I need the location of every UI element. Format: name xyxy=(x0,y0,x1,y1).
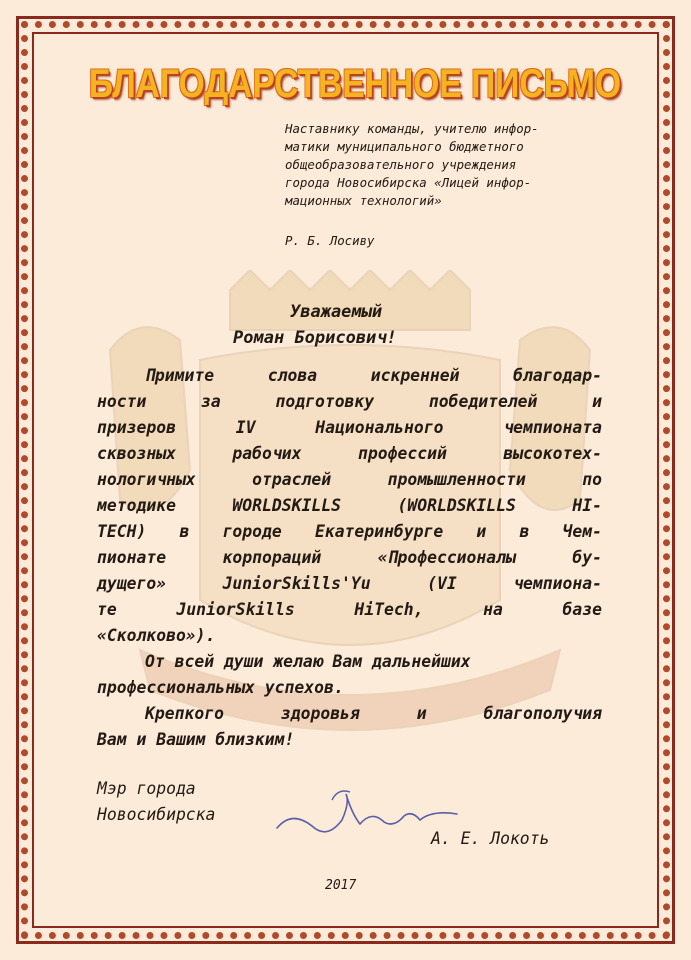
body-line: Вам и Вашим близким! xyxy=(97,730,295,749)
body-line: Примите слова искренней благодар- xyxy=(145,366,602,385)
greeting-salutation: Уважаемый xyxy=(290,302,383,322)
addressee-line: общеобразовательного учреждения xyxy=(285,157,517,172)
addressee-block xyxy=(285,120,635,210)
addressee-line: Наставнику команды, учителю инфор- xyxy=(285,121,539,136)
body-line: От всей души желаю Вам дальнейших xyxy=(145,652,471,671)
body-line: ности за подготовку победителей и xyxy=(97,392,602,411)
recipient-initials: Р. Б. Лосиву xyxy=(285,233,375,248)
body-line: те JuniorSkills HiTech, на базе xyxy=(97,600,602,619)
addressee-line: мационных технологий» xyxy=(285,193,442,208)
signatory-position-line: Мэр города xyxy=(97,779,196,798)
signatory-position xyxy=(97,776,215,828)
body-line: нологичных отраслей промышленности по xyxy=(97,470,602,489)
body-line: профессиональных успехов. xyxy=(97,678,344,697)
addressee-line: города Новосибирска «Лицей инфор- xyxy=(285,175,532,190)
body-line: призеров IV Национального чемпионата xyxy=(97,418,602,437)
body-line: TECH) в городе Екатеринбурге и в Чем- xyxy=(97,522,602,541)
letter-year: 2017 xyxy=(325,878,357,893)
letter-title: БЛАГОДАРСТВЕННОЕ ПИСЬМО xyxy=(88,62,622,106)
signatory-name: А. Е. Локоть xyxy=(431,829,550,848)
greeting-name: Роман Борисович! xyxy=(233,328,397,348)
body-line: пионате корпораций «Профессионалы бу- xyxy=(97,548,602,567)
body-line: «Сколково»). xyxy=(97,626,216,645)
body-line: дущего» JuniorSkills'Yu (VI чемпиона- xyxy=(97,574,602,593)
addressee-line: матики муниципального бюджетного xyxy=(285,139,524,154)
body-line: Крепкого здоровья и благополучия xyxy=(145,704,602,723)
body-line: сквозных рабочих профессий высокотех- xyxy=(97,444,602,463)
body-line: методике WORLDSKILLS (WORLDSKILLS HI- xyxy=(97,496,602,515)
signatory-position-line: Новосибирска xyxy=(97,805,216,824)
